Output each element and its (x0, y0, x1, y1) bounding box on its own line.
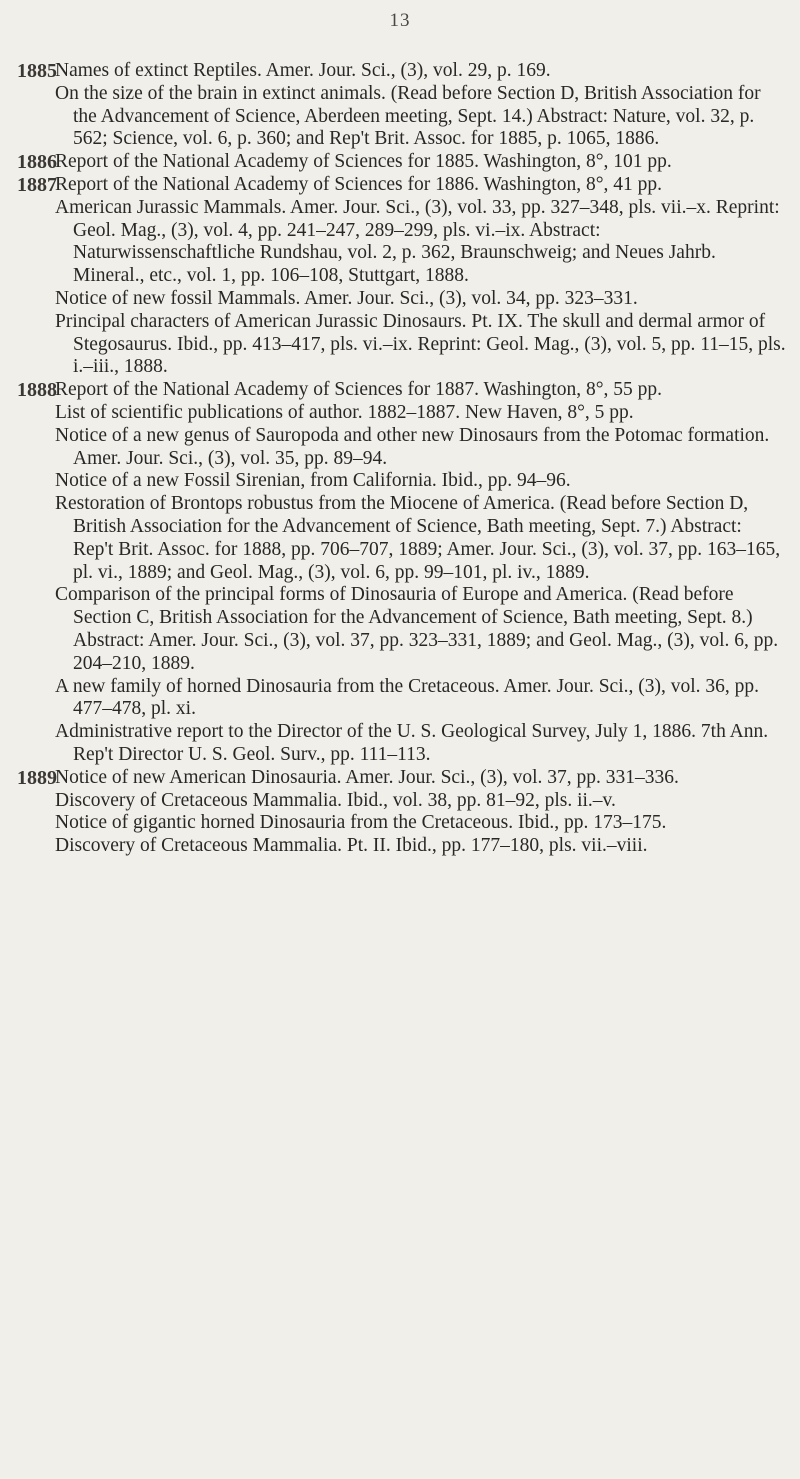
entry-text: Discovery of Cretaceous Mammalia. Pt. II. Ibid., pp. 177–180, pls. vii.–viii. (55, 835, 648, 857)
bib-entry (17, 197, 787, 288)
entry-text: A new family of horned Dinosauria from the Cretaceous. Amer. Jour. Sci., (3), vol. 36, pp. 477–478, pl. xi. (55, 675, 760, 720)
bib-entry (17, 470, 787, 493)
entry-text: Notice of a new Fossil Sirenian, from California. Ibid., pp. 94–96. (55, 470, 571, 492)
entry-year: 1886 (17, 151, 57, 174)
bib-entry (17, 676, 787, 722)
bib-entry (17, 425, 787, 471)
entry-text: American Jurassic Mammals. Amer. Jour. Sci., (3), vol. 33, pp. 327–348, pls. vii.–x. Reprint: Geol. Mag., (3), vol. 4, pp. 241–247, 289–299, pls. vi.–ix. Abstract: Naturwissenschaftliche Rundshau, vol. 2, p. 362, Braunschweig; and Neues Jahrb. Mineral., etc., vol. 1, pp. 106–108, Stuttgart, 1888. (55, 196, 780, 287)
entry-text: Notice of new fossil Mammals. Amer. Jour. Sci., (3), vol. 34, pp. 323–331. (55, 287, 638, 309)
entry-text: Comparison of the principal forms of Dinosauria of Europe and America. (Read before Section C, British Association for the Advancement of Science, Bath meeting, Sept. 8.) Abstract: Amer. Jour. Sci., (3), vol. 37, pp. 323–331, 1889; and Geol. Mag., (3), vol. 6, pp. 204–210, 1889. (55, 584, 779, 674)
entry-text: List of scientific publications of author. 1882–1887. New Haven, 8°, 5 pp. (55, 401, 634, 423)
bib-entry (17, 721, 787, 767)
entry-text: Report of the National Academy of Sciences for 1886. Washington, 8°, 41 pp. (55, 173, 662, 195)
bib-entry (17, 60, 787, 83)
bib-entry (17, 584, 787, 675)
bib-entry (17, 288, 787, 311)
bib-entry (17, 402, 787, 425)
entry-text: Notice of new American Dinosauria. Amer. Jour. Sci., (3), vol. 37, pp. 331–336. (55, 766, 679, 788)
entry-text: Names of extinct Reptiles. Amer. Jour. Sci., (3), vol. 29, p. 169. (55, 60, 551, 81)
entry-year: 1885 (17, 60, 57, 82)
bib-entry (17, 174, 787, 197)
page-number: 13 (389, 10, 411, 31)
entry-year: 1889 (17, 766, 57, 789)
bib-entry (17, 151, 787, 174)
entry-text: On the size of the brain in extinct animals. (Read before Section D, British Association for the Advancement of Science, Aberdeen meeting, Sept. 14.) Abstract: Nature, vol. 32, p. 562; Science, vol. 6, p. 360; and Rep't Brit. Assoc. for 1885, p. 1065, 1886. (55, 82, 761, 150)
entry-text: Discovery of Cretaceous Mammalia. Ibid., vol. 38, pp. 81–92, pls. ii.–v. (55, 789, 616, 811)
bib-entry (17, 311, 787, 379)
entry-year: 1887 (17, 173, 57, 196)
entry-text: Principal characters of American Jurassic Dinosaurs. Pt. IX. The skull and dermal armor of Stegosaurus. Ibid., pp. 413–417, pls. vi.–ix. Reprint: Geol. Mag., (3), vol. 5, pp. 11–15, pls. i.–iii., 1888. (55, 310, 786, 378)
entry-text: Notice of gigantic horned Dinosauria from the Cretaceous. Ibid., pp. 173–175. (55, 812, 667, 834)
bib-entry (17, 812, 787, 835)
bibliography-list (17, 60, 787, 858)
bib-entry (17, 767, 787, 790)
entry-text: Administrative report to the Director of the U. S. Geological Survey, July 1, 1886. 7th Ann. Rep't Director U. S. Geol. Surv., pp. 111–113. (55, 721, 769, 765)
entry-text: Notice of a new genus of Sauropoda and other new Dinosaurs from the Potomac formation. Amer. Jour. Sci., (3), vol. 35, pp. 89–94. (55, 424, 770, 469)
entry-text: Report of the National Academy of Sciences for 1887. Washington, 8°, 55 pp. (55, 379, 662, 401)
entry-text: Restoration of Brontops robustus from the Miocene of America. (Read before Section D, British Association for the Advancement of Science, Bath meeting, Sept. 7.) Abstract: Rep't Brit. Assoc. for 1888, pp. 706–707, 1889; Amer. Jour. Sci., (3), vol. 37, pp. 163–165, pl. vi., 1889; and Geol. Mag., (3), vol. 6, pp. 99–101, pl. iv., 1889. (55, 493, 781, 583)
entry-year: 1888 (17, 379, 57, 402)
bib-entry (17, 790, 787, 813)
bib-entry (17, 379, 787, 402)
bib-entry (17, 835, 787, 858)
bib-entry (17, 83, 787, 151)
bib-entry (17, 493, 787, 584)
entry-text: Report of the National Academy of Sciences for 1885. Washington, 8°, 101 pp. (55, 151, 672, 173)
